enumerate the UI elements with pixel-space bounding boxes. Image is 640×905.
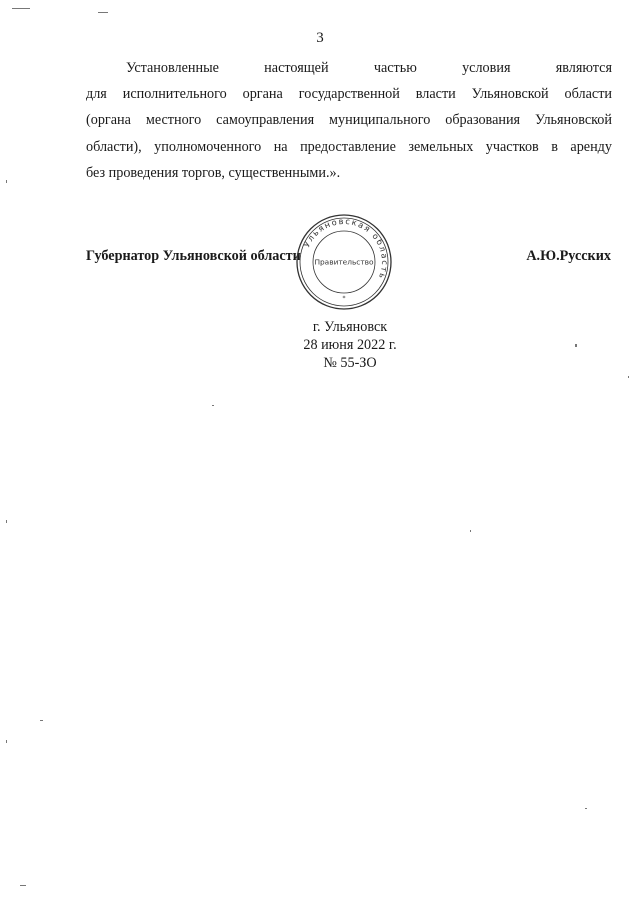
scan-speck [20, 885, 26, 886]
paragraph-line: без проведения торгов, существенными.». [86, 164, 341, 181]
law-number: № 55-ЗО [323, 355, 377, 371]
scan-speck [98, 12, 108, 13]
scan-speck [575, 344, 577, 347]
paragraph-line: (органа местного самоуправления муниципального образования Ульяновской [86, 112, 612, 129]
stamp-ring-text: Ульяновская область [301, 215, 391, 282]
paragraph-line: для исполнительного органа государственной власти Ульяновской области [86, 86, 612, 103]
body-paragraph [86, 55, 612, 186]
stamp-seal [294, 212, 394, 312]
scan-speck [6, 520, 7, 523]
scan-speck [6, 180, 7, 183]
paragraph-line: Установленные настоящей частью условия являются [126, 60, 612, 76]
stamp-star: * [342, 295, 346, 302]
scan-speck [470, 530, 471, 532]
scan-speck [585, 808, 587, 809]
scan-speck [40, 720, 43, 721]
paragraph-line: области), уполномоченного на предоставление земельных участков в аренду [86, 138, 612, 155]
page-number: 3 [316, 30, 324, 46]
city: г. Ульяновск [312, 319, 388, 335]
signature-title: Губернатор Ульяновской области [86, 248, 301, 264]
date: 28 июня 2022 г. [303, 337, 397, 353]
official-stamp [294, 212, 394, 312]
stamp-center-text: Правительство [314, 257, 374, 267]
signature-name: А.Ю.Русских [526, 248, 611, 264]
scan-speck [12, 8, 30, 9]
place-date-block [0, 318, 640, 372]
scan-speck [212, 405, 214, 406]
scan-speck [6, 740, 7, 743]
scan-speck [628, 376, 629, 378]
